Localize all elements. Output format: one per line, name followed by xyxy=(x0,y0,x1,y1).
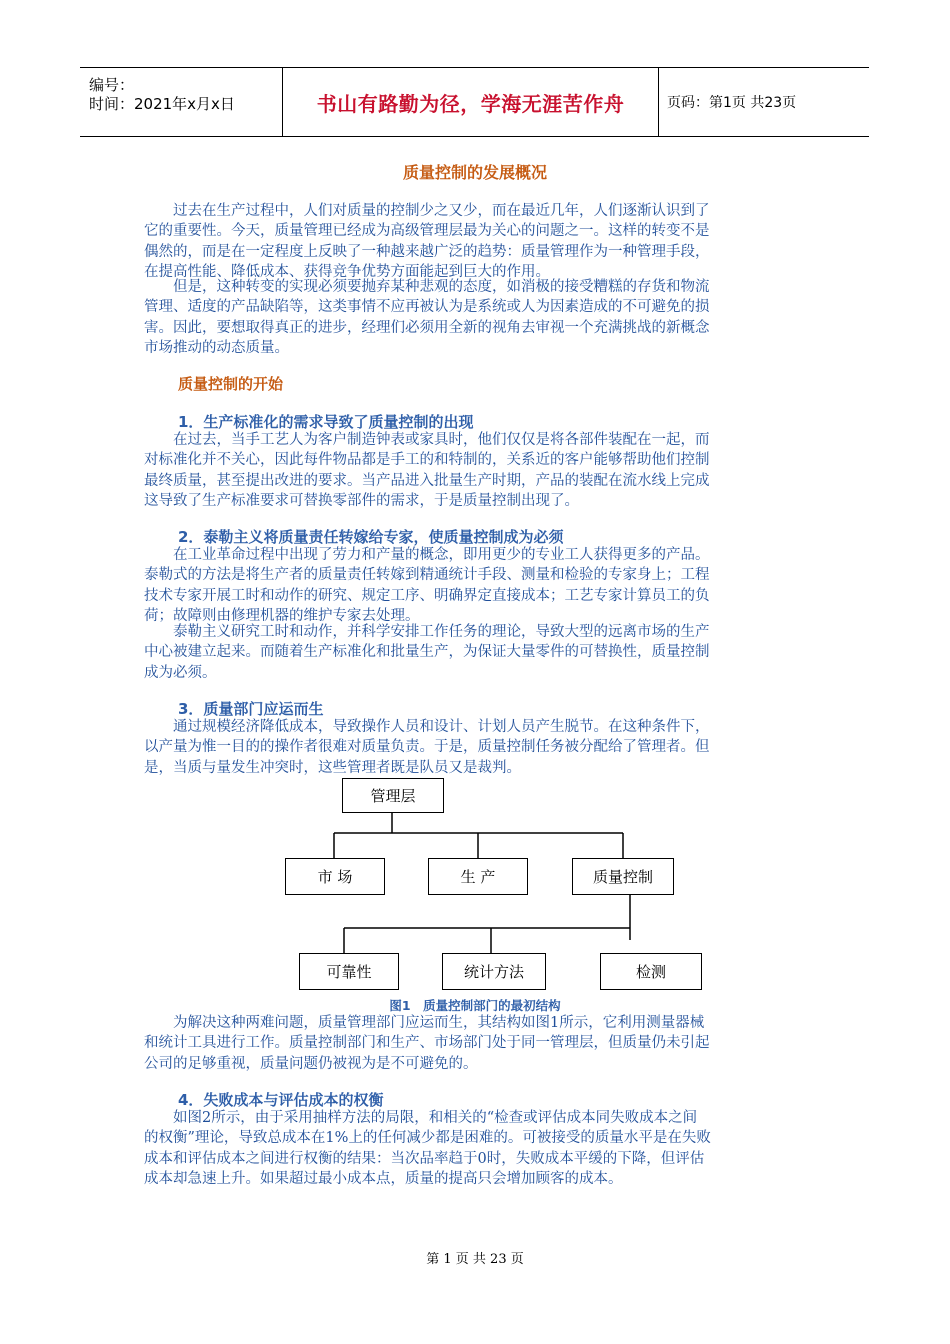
section-2-paragraph-2 xyxy=(144,622,806,683)
text-line: 成本却急速上升。如果超过最小成本点，质量的提高只会增加顾客的成本。 xyxy=(144,1170,623,1187)
text-line: 最终质量，甚至提出改进的要求。当产品进入批量生产时期，产品的装配在流水线上完成 xyxy=(144,472,710,489)
intro-paragraph-1 xyxy=(144,201,806,282)
section-4-paragraph xyxy=(144,1108,806,1189)
text-line: 荷；故障则由修理机器的维护专家去处理。 xyxy=(144,607,420,624)
header-motto: 书山有路勤为径，学海无涯苦作舟 xyxy=(282,68,659,136)
org-chart xyxy=(280,778,710,993)
header-page-code: 页码：第1页 共23页 xyxy=(667,95,797,111)
page-footer: 第 1 页 共 23 页 xyxy=(426,1252,524,1267)
org-node-quality-control: 质量控制 xyxy=(572,858,674,895)
page-title: 质量控制的发展概况 xyxy=(402,163,547,182)
text-line: 技术专家开展工时和动作的研究、规定工序、明确界定直接成本；工艺专家计算员工的负 xyxy=(144,587,710,604)
org-node-market: 市 场 xyxy=(285,858,385,895)
text-line: 公司的足够重视，质量问题仍被视为是不可避免的。 xyxy=(144,1055,478,1072)
text-line: 管理、适度的产品缺陷等，这类事情不应再被认为是系统或人为因素造成的不可避免的损 xyxy=(144,299,710,316)
number-label: 编号： xyxy=(89,76,135,94)
section-3-heading: 3．质量部门应运而生 xyxy=(178,700,324,718)
org-node-inspection: 检测 xyxy=(600,953,702,990)
text-line: 的权衡”理论，导致总成本在1%上的任何减少都是困难的。可被接受的质量水平是在失败 xyxy=(144,1130,711,1147)
text-line: 泰勒主义研究工时和动作，并科学安排工作任务的理论，导致大型的远离市场的生产 xyxy=(144,624,710,640)
org-node-production: 生 产 xyxy=(428,858,528,895)
text-line: 中心被建立起来。而随着生产标准化和批量生产，为保证大量零件的可替换性，质量控制 xyxy=(144,644,710,661)
org-node-statistics: 统计方法 xyxy=(442,953,546,990)
text-line: 是，当质与量发生冲突时，这些管理者既是队员又是裁判。 xyxy=(144,759,521,776)
text-line: 在工业革命过程中出现了劳力和产量的概念，即用更少的专业工人获得更多的产品。 xyxy=(144,547,710,563)
figure-caption: 图1 质量控制部门的最初结构 xyxy=(389,998,561,1013)
text-line: 为解决这种两难问题，质量管理部门应运而生，其结构如图1所示，它利用测量器械 xyxy=(144,1015,705,1031)
text-line: 对标准化并不关心，因此每件物品都是手工的和特制的，关系近的客户能够帮助他们控制 xyxy=(144,452,710,469)
text-line: 和统计工具进行工作。质量控制部门和生产、市场部门处于同一管理层，但质量仍未引起 xyxy=(144,1035,710,1052)
text-line: 市场推动的动态质量。 xyxy=(144,339,289,356)
section-start-heading: 质量控制的开始 xyxy=(178,375,284,393)
text-line: 以产量为惟一目的的操作者很难对质量负责。于是，质量控制任务被分配给了管理者。但 xyxy=(144,739,710,756)
header-meta xyxy=(80,68,281,136)
text-line: 偶然的，而是在一定程度上反映了一种越来越广泛的趋势：质量管理作为一种管理手段， xyxy=(144,243,710,260)
time-label: 时间：2021年x月x日 xyxy=(89,95,235,113)
text-line: 泰勒式的方法是将生产者的质量责任转嫁到精通统计手段、测量和检验的专家身上；工程 xyxy=(144,567,710,584)
section-1-paragraph xyxy=(144,430,806,511)
intro-paragraph-2 xyxy=(144,277,806,358)
section-2-heading: 2．泰勒主义将质量责任转嫁给专家，使质量控制成为必须 xyxy=(178,528,564,546)
page-header xyxy=(80,67,869,137)
text-line: 过去在生产过程中，人们对质量的控制少之又少，而在最近几年，人们逐渐认识到了 xyxy=(144,203,710,219)
after-figure-paragraph xyxy=(144,1013,806,1074)
text-line: 在过去，当手工艺人为客户制造钟表或家具时，他们仅仅是将各部件装配在一起，而 xyxy=(144,432,710,448)
text-line: 成本和评估成本之间进行权衡的结果：当次品率趋于0时，失败成本平缓的下降，但评估 xyxy=(144,1150,705,1167)
org-node-reliability: 可靠性 xyxy=(299,953,399,990)
section-3-paragraph xyxy=(144,717,806,778)
text-line: 在提高性能、降低成本、获得竞争优势方面能起到巨大的作用。 xyxy=(144,263,550,280)
text-line: 它的重要性。今天，质量管理已经成为高级管理层最为关心的问题之一。这样的转变不是 xyxy=(144,223,710,240)
section-2-paragraph-1 xyxy=(144,545,806,626)
text-line: 害。因此，要想取得真正的进步，经理们必须用全新的视角去审视一个充满挑战的新概念 xyxy=(144,319,710,336)
org-node-management: 管理层 xyxy=(342,778,444,813)
text-line: 如图2所示，由于采用抽样方法的局限，和相关的“检查或评估成本同失败成本之间 xyxy=(144,1110,698,1126)
text-line: 通过规模经济降低成本，导致操作人员和设计、计划人员产生脱节。在这种条件下， xyxy=(144,719,710,735)
section-1-heading: 1．生产标准化的需求导致了质量控制的出现 xyxy=(178,413,474,431)
text-line: 但是，这种转变的实现必须要抛弃某种悲观的态度，如消极的接受糟糕的存货和物流 xyxy=(144,279,710,295)
text-line: 这导致了生产标准要求可替换零部件的需求，于是质量控制出现了。 xyxy=(144,492,579,509)
text-line: 成为必须。 xyxy=(144,664,217,681)
section-4-heading: 4．失败成本与评估成本的权衡 xyxy=(178,1091,384,1109)
